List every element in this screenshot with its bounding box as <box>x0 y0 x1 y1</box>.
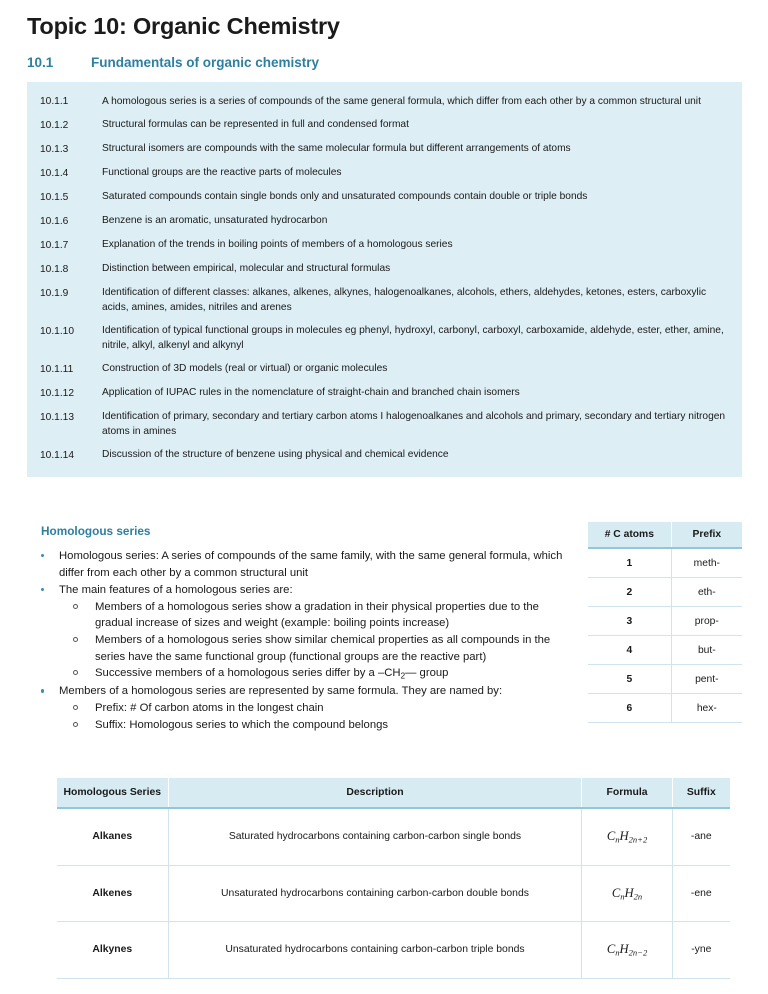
cell-formula: $C_nH_{2n-2}$ <box>582 922 672 979</box>
syllabus-text: Structural isomers are compounds with the same molecular formula but different arrangements of atoms <box>102 143 571 155</box>
hollow-bullet-icon <box>73 604 78 609</box>
syllabus-text: Explanation of the trends in boiling points of members of a homologous series <box>102 239 453 251</box>
list-item <box>27 683 572 733</box>
hollow-bullet-icon <box>73 722 78 727</box>
syllabus-text: Identification of different classes: alkanes, alkenes, alkynes, halogenoalkanes, alcohols, ethers, aldehydes, ketones, esters, carboxylic acids, amines, amides, nitriles and arenes <box>102 287 707 313</box>
cell-formula: $C_nH_{2n+2}$ <box>582 808 672 865</box>
cell-series-name: Alkenes <box>57 865 168 922</box>
hollow-bullet-icon <box>73 670 78 675</box>
syllabus-row <box>27 210 742 234</box>
cell-prefix: but- <box>671 636 742 665</box>
table-row <box>588 636 742 665</box>
cell-c-atoms: 5 <box>588 665 671 694</box>
syllabus-row <box>27 234 742 258</box>
subscript-2: 2 <box>400 671 406 681</box>
syllabus-row <box>27 406 742 444</box>
cell-suffix: -yne <box>672 922 730 979</box>
syllabus-code: 10.1.10 <box>40 325 74 337</box>
syllabus-code: 10.1.7 <box>40 239 69 251</box>
syllabus-row <box>27 162 742 186</box>
homologous-series-table <box>57 778 730 979</box>
list-item <box>59 632 572 665</box>
syllabus-code: 10.1.11 <box>40 363 74 375</box>
syllabus-code: 10.1.5 <box>40 191 69 203</box>
list-item <box>27 582 572 682</box>
section-heading <box>27 55 319 70</box>
prefix-table <box>588 522 742 723</box>
syllabus-code: 10.1.1 <box>40 96 69 107</box>
syllabus-code: 10.1.13 <box>40 411 74 423</box>
syllabus-statements-box <box>27 82 742 477</box>
syllabus-code: 10.1.6 <box>40 215 69 227</box>
cell-c-atoms: 1 <box>588 548 671 578</box>
list-item-text-pre: Successive members of a homologous series differ by a –CH <box>95 667 401 680</box>
list-item-text: Suffix: Homologous series to which the compound belongs <box>95 718 389 731</box>
cell-prefix: meth- <box>671 548 742 578</box>
syllabus-text: Structural formulas can be represented in full and condensed format <box>102 119 409 131</box>
syllabus-row <box>27 320 742 358</box>
syllabus-code: 10.1.8 <box>40 263 69 275</box>
syllabus-text: Identification of typical functional groups in molecules eg phenyl, hydroxyl, carbonyl, carboxyl, carboxamide, aldehyde, ester, ether, amine, nitrile, alkyl, alkenyl and alkynyl <box>102 325 724 351</box>
list-item <box>27 548 572 581</box>
column-header-prefix: Prefix <box>671 522 742 548</box>
cell-description: Saturated hydrocarbons containing carbon-carbon single bonds <box>168 808 582 865</box>
bullet-icon <box>41 554 44 557</box>
cell-prefix: hex- <box>671 694 742 723</box>
list-item <box>59 665 572 682</box>
syllabus-text: Distinction between empirical, molecular and structural formulas <box>102 263 391 275</box>
table-row <box>57 865 730 922</box>
syllabus-row <box>27 382 742 406</box>
table-row <box>588 578 742 607</box>
cell-c-atoms: 3 <box>588 607 671 636</box>
table-row <box>588 607 742 636</box>
syllabus-text: Saturated compounds contain single bonds only and unsaturated compounds contain double or triple bonds <box>102 191 588 203</box>
hollow-bullet-icon <box>73 637 78 642</box>
cell-prefix: prop- <box>671 607 742 636</box>
syllabus-row <box>27 444 742 468</box>
syllabus-row <box>27 138 742 162</box>
notes-sublist <box>59 599 572 683</box>
section-title: Fundamentals of organic chemistry <box>91 55 320 70</box>
homologous-series-heading: Homologous series <box>41 524 151 538</box>
table-row <box>588 694 742 723</box>
cell-prefix: pent- <box>671 665 742 694</box>
syllabus-code: 10.1.4 <box>40 167 69 179</box>
cell-suffix: -ene <box>672 865 730 922</box>
syllabus-text: Construction of 3D models (real or virtual) or organic molecules <box>102 363 388 375</box>
section-number: 10.1 <box>27 55 54 70</box>
cell-c-atoms: 6 <box>588 694 671 723</box>
syllabus-text: Functional groups are the reactive parts of molecules <box>102 167 342 179</box>
list-item <box>59 700 572 717</box>
cell-prefix: eth- <box>671 578 742 607</box>
list-item <box>59 599 572 632</box>
column-header-c-atoms: # C atoms <box>588 522 671 548</box>
column-header-series: Homologous Series <box>57 778 168 808</box>
syllabus-code: 10.1.12 <box>40 387 74 399</box>
table-row <box>57 922 730 979</box>
syllabus-text: Discussion of the structure of benzene using physical and chemical evidence <box>102 449 449 461</box>
cell-c-atoms: 4 <box>588 636 671 665</box>
bullet-icon <box>41 689 44 692</box>
cell-series-name: Alkanes <box>57 808 168 865</box>
list-item <box>59 717 572 734</box>
syllabus-code: 10.1.9 <box>40 287 69 299</box>
table-row <box>57 808 730 865</box>
syllabus-row <box>27 186 742 210</box>
syllabus-row <box>27 358 742 382</box>
syllabus-text: Benzene is an aromatic, unsaturated hydrocarbon <box>102 215 328 227</box>
table-row <box>588 665 742 694</box>
column-header-formula: Formula <box>582 778 672 808</box>
syllabus-text: Identification of primary, secondary and tertiary carbon atoms I halogenoalkanes and alcohols and primary, secondary and tertiary nitrogen atoms in amines <box>102 411 726 437</box>
column-header-suffix: Suffix <box>672 778 730 808</box>
table-header-row <box>588 522 742 548</box>
homologous-series-notes <box>27 524 572 734</box>
list-item-text-post: — group <box>405 667 449 680</box>
notes-sublist <box>59 700 572 733</box>
cell-description: Unsaturated hydrocarbons containing carbon-carbon double bonds <box>168 865 582 922</box>
syllabus-row <box>27 114 742 138</box>
page-title: Topic 10: Organic Chemistry <box>27 13 340 39</box>
table-row <box>588 548 742 578</box>
syllabus-row <box>27 282 742 320</box>
syllabus-row <box>27 90 742 114</box>
cell-formula: $C_nH_{2n}$ <box>582 865 672 922</box>
list-item-text: Members of a homologous series are represented by same formula. They are named by: <box>59 685 503 698</box>
bullet-icon <box>41 588 44 591</box>
table-header-row <box>57 778 730 808</box>
syllabus-code: 10.1.3 <box>40 143 69 155</box>
syllabus-text: A homologous series is a series of compounds of the same general formula, which differ from each other by a common structural unit <box>102 95 701 107</box>
list-item-text: The main features of a homologous series are: <box>59 584 293 597</box>
cell-series-name: Alkynes <box>57 922 168 979</box>
syllabus-code: 10.1.14 <box>40 449 74 461</box>
notes-list <box>27 548 572 733</box>
column-header-description: Description <box>168 778 582 808</box>
syllabus-text: Application of IUPAC rules in the nomenclature of straight-chain and branched chain isomers <box>102 387 520 399</box>
list-item-text: Members of a homologous series show a gradation in their physical properties due to the gradual increase of sizes and weight (example: boiling points increase) <box>95 600 539 630</box>
hollow-bullet-icon <box>73 705 78 710</box>
cell-description: Unsaturated hydrocarbons containing carbon-carbon triple bonds <box>168 922 582 979</box>
syllabus-code: 10.1.2 <box>40 119 69 131</box>
list-item-text: Homologous series: A series of compounds of the same family, with the same general formula, which differ from each other by a common structural unit <box>59 550 563 579</box>
list-item-text: Members of a homologous series show similar chemical properties as all compounds in the series have the same functional group (functional groups are the reactive part) <box>95 633 551 663</box>
cell-suffix: -ane <box>672 808 730 865</box>
syllabus-row <box>27 258 742 282</box>
cell-c-atoms: 2 <box>588 578 671 607</box>
list-item-text: Prefix: # Of carbon atoms in the longest chain <box>95 701 324 714</box>
